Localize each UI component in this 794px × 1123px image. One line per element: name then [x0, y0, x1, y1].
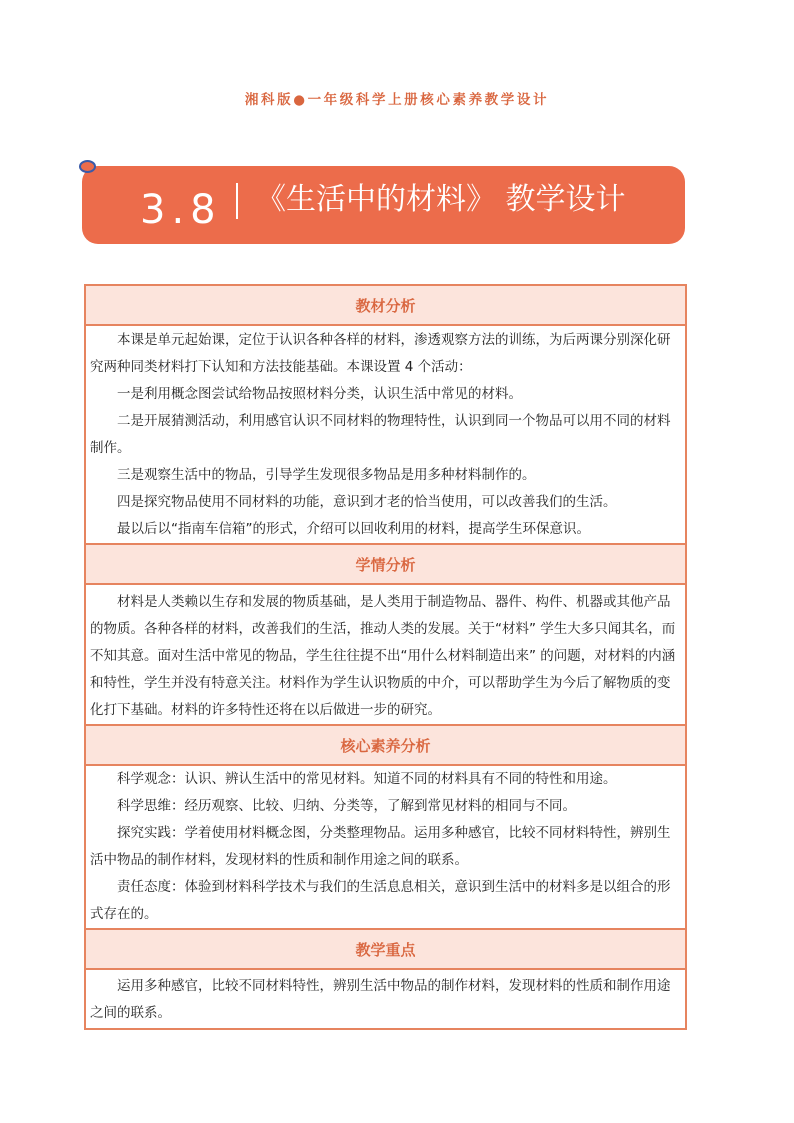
- design-table: [84, 284, 687, 1030]
- section-body-core-literacy: [86, 766, 685, 930]
- section-heading-textbook-analysis: 教材分析: [86, 286, 685, 326]
- paragraph: 责任态度：体验到材料科学技术与我们的生活息息相关，意识到生活中的材料多是以组合的形式存在的。: [90, 879, 671, 922]
- paragraph: 科学思维：经历观察、比较、归纳、分类等，了解到常见材料的相同与不同。: [117, 798, 576, 814]
- paragraph: 本课是单元起始课，定位于认识各种各样的材料，渗透观察方法的训练，为后两课分别深化研究两种同类材料打下认知和方法技能基础。本课设置 4 个活动：: [90, 332, 671, 375]
- section-body-textbook-analysis: [86, 326, 685, 545]
- section-body-teaching-focus: [86, 970, 685, 1028]
- section-heading-core-literacy: 核心素养分析: [86, 726, 685, 766]
- paragraph: 科学观念：认识、辨认生活中的常见材料。知道不同的材料具有不同的特性和用途。: [117, 771, 617, 787]
- lesson-number: 3.8: [140, 187, 222, 233]
- paragraph: 探究实践：学着使用材料概念图，分类整理物品。运用多种感官，比较不同材料特性，辨别生活中物品的制作材料，发现材料的性质和制作用途之间的联系。: [90, 825, 671, 868]
- paragraph: 材料是人类赖以生存和发展的物质基础，是人类用于制造物品、器件、构件、机器或其他产品的物质。各种各样的材料，改善我们的生活，推动人类的发展。关于“材料” 学生大多只闻其名，而不知其意。面对生活中常见的物品，学生往往提不出“用什么材料制造出来” 的问题，对材料的内涵和特性，学生并没有特意关注。材料作为学生认识物质的中介，可以帮助学生为今后了解物质的变化打下基础。材料的许多特性还将在以后做进一步的研究。: [90, 594, 676, 718]
- lesson-title: 《生活中的材料》 教学设计: [256, 182, 626, 217]
- paragraph: 二是开展猜测活动，利用感官认识不同材料的物理特性，认识到同一个物品可以用不同的材料制作。: [90, 413, 671, 456]
- paragraph: 一是利用概念图尝试给物品按照材料分类，认识生活中常见的材料。: [117, 386, 522, 402]
- paragraph: 运用多种感官，比较不同材料特性，辨别生活中物品的制作材料，发现材料的性质和制作用途之间的联系。: [90, 978, 671, 1021]
- decorative-ring-icon: [79, 160, 96, 173]
- section-body-learner-analysis: [86, 585, 685, 726]
- paragraph: 最以后以“指南车信箱”的形式，介绍可以回收利用的材料，提高学生环保意识。: [117, 521, 590, 537]
- section-heading-teaching-focus: 教学重点: [86, 930, 685, 970]
- section-heading-learner-analysis: 学情分析: [86, 545, 685, 585]
- paragraph: 四是探究物品使用不同材料的功能，意识到才老的恰当使用，可以改善我们的生活。: [117, 494, 617, 510]
- paragraph: 三是观察生活中的物品，引导学生发现很多物品是用多种材料制作的。: [117, 467, 536, 483]
- title-divider: [236, 183, 238, 219]
- document-header: 湘科版●一年级科学上册核心素养教学设计: [244, 92, 550, 108]
